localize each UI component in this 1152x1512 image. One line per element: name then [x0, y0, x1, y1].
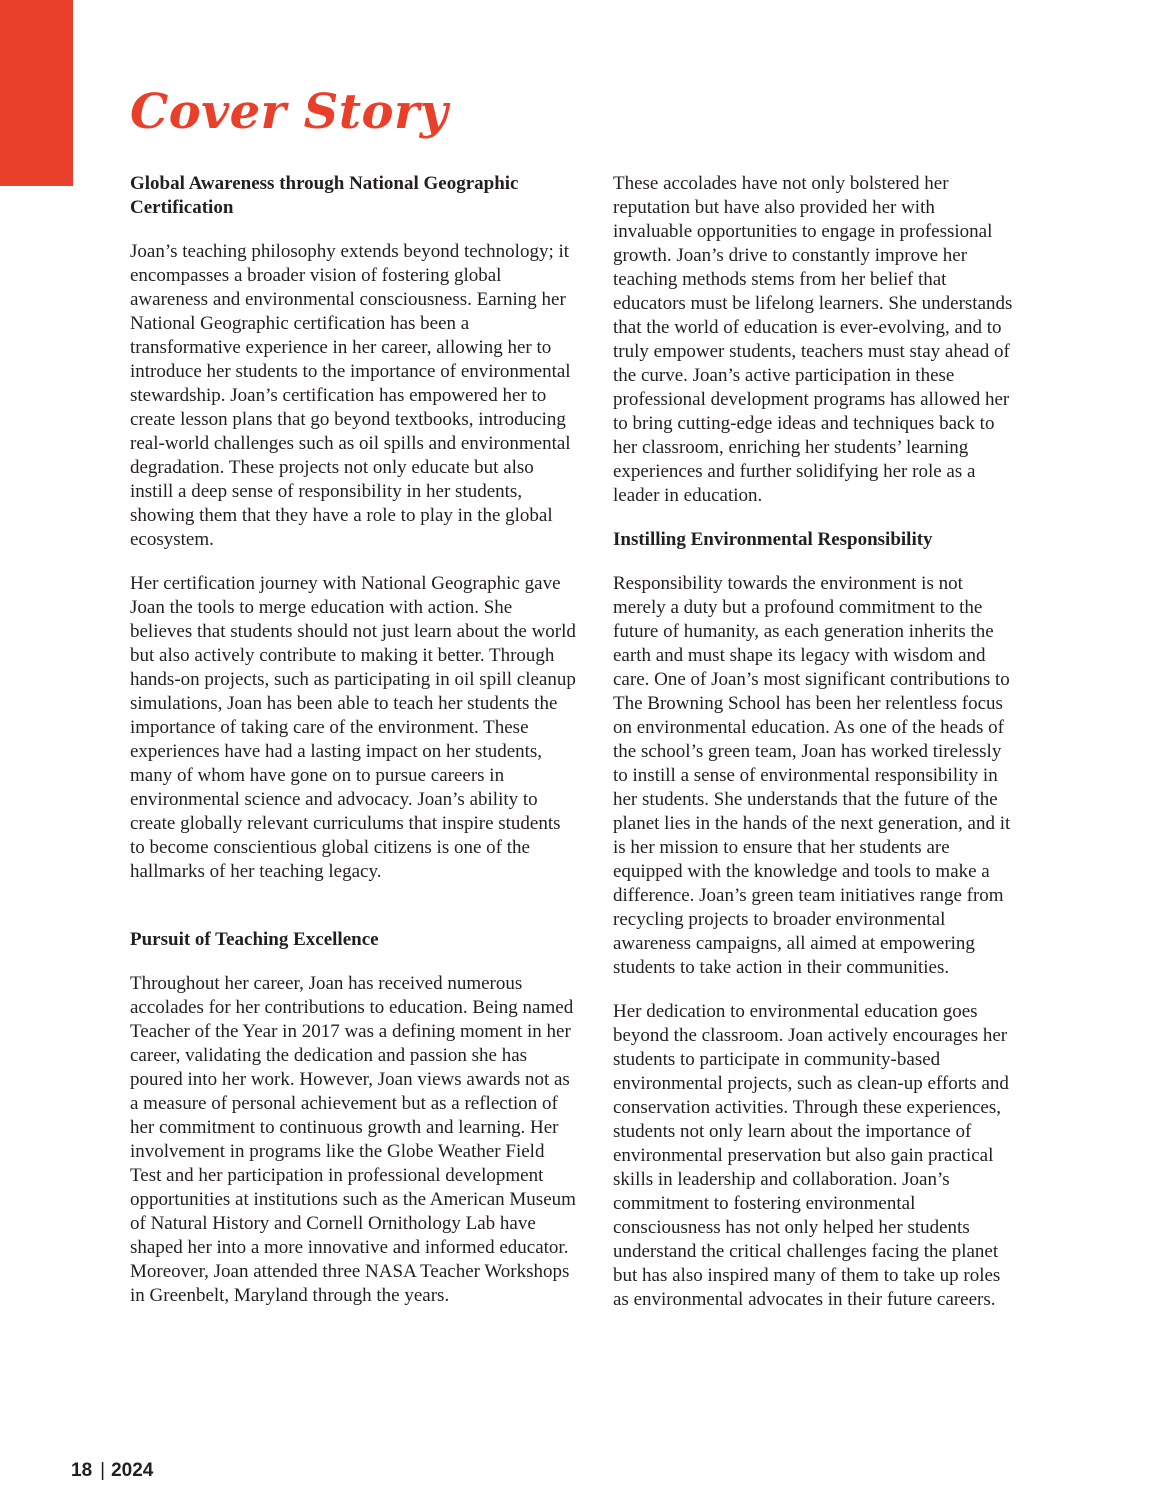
right-column	[613, 172, 1017, 1312]
left-column	[130, 172, 578, 1308]
paragraph: Joan’s teaching philosophy extends beyond technology; it encompasses a broader vision of fostering global awareness and environmental consciousness. Earning her National Geographic certification has been a transformative experience in her career, allowing her to introduce her students to the importance of environmental stewardship. Joan’s certification has empowered her to create lesson plans that go beyond textbooks, introducing real-world challenges such as oil spills and environmental degradation. These projects not only educate but also instill a deep sense of responsibility in her students, showing them that they have a role to play in the global ecosystem.	[130, 241, 571, 550]
heading-environmental-responsibility: Instilling Environmental Responsibility	[613, 529, 933, 550]
heading-teaching-excellence: Pursuit of Teaching Excellence	[130, 929, 379, 950]
paragraph: Her dedication to environmental education goes beyond the classroom. Joan actively encourages her students to participate in community-based environmental projects, such as clean-up efforts and conservation activities. Through these experiences, students not only learn about the importance of environmental preservation but also gain practical skills in leadership and collaboration. Joan’s commitment to fostering environmental consciousness has not only helped her students understand the critical challenges facing the planet but has also inspired many of them to take up roles as environmental advocates in their future careers.	[613, 1001, 1009, 1310]
accent-bar	[0, 0, 73, 186]
section-title: Cover Story	[130, 84, 449, 140]
heading-global-awareness: Global Awareness through National Geographic Certification	[130, 173, 519, 218]
footer-separator: |	[100, 1460, 106, 1481]
paragraph: These accolades have not only bolstered her reputation but have also provided her with invaluable opportunities to engage in professional growth. Joan’s drive to constantly improve her teaching methods stems from her belief that educators must be lifelong learners. She understands that the world of education is ever-evolving, and to truly empower students, teachers must stay ahead of the curve. Joan’s active participation in these professional development programs has allowed her to bring cutting-edge ideas and techniques back to her classroom, enriching her students’ learning experiences and further solidifying her role as a leader in education.	[613, 173, 1013, 506]
paragraph: Her certification journey with National Geographic gave Joan the tools to merge education with action. She believes that students should not just learn about the world but also actively contribute to making it better. Through hands-on projects, such as participating in oil spill cleanup simulations, Joan has been able to teach her students the importance of taking care of the environment. These experiences have had a lasting impact on her students, many of whom have gone on to pursue careers in environmental science and advocacy. Joan’s ability to create globally relevant curriculums that inspire students to become conscientious global citizens is one of the hallmarks of her teaching legacy.	[130, 573, 576, 882]
page-number: 18	[71, 1460, 93, 1481]
paragraph: Throughout her career, Joan has received numerous accolades for her contributions to education. Being named Teacher of the Year in 2017 was a defining moment in her career, validating the dedication and passion she has poured into her work. However, Joan views awards not as a measure of personal achievement but as a reflection of her commitment to continuous growth and learning. Her involvement in programs like the Globe Weather Field Test and her participation in professional development opportunities at institutions such as the American Museum of Natural History and Cornell Ornithology Lab have shaped her into a more innovative and informed educator. Moreover, Joan attended three NASA Teacher Workshops in Greenbelt, Maryland through the years.	[130, 973, 576, 1306]
page-footer	[71, 1458, 153, 1484]
paragraph: Responsibility towards the environment is not merely a duty but a profound commitment to the future of humanity, as each generation inherits the earth and must shape its legacy with wisdom and care. One of Joan’s most significant contributions to The Browning School has been her relentless focus on environmental education. As one of the heads of the school’s green team, Joan has worked tirelessly to instill a sense of environmental responsibility in her students. She understands that the future of the planet lies in the hands of the next generation, and it is her mission to ensure that her students are equipped with the knowledge and tools to make a difference. Joan’s green team initiatives range from recycling projects to broader environmental awareness campaigns, all aimed at empowering students to take action in their communities.	[613, 573, 1011, 978]
issue-year: 2024	[111, 1460, 154, 1481]
